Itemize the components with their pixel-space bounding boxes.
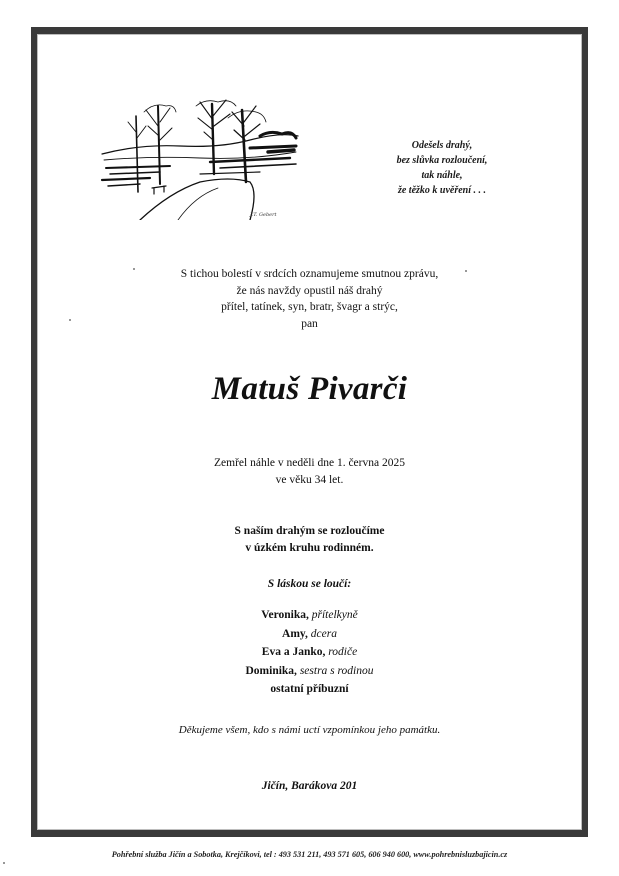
scan-speck xyxy=(3,862,5,864)
death-date-line: Zemřel náhle v neděli dne 1. června 2025 xyxy=(214,457,405,469)
mourner-name: Eva a Janko, xyxy=(261,646,326,658)
mourner-relation: přítelkyně xyxy=(311,609,358,621)
poem-line: že těžko k uvěření . . . xyxy=(397,185,487,196)
funeral-service-footer: Pohřební služba Jičín a Sobotka, Krejčíkovi, tel : 493 531 211, 493 571 605, 606 940 600, www.pohrebnisluzbajicin.cz xyxy=(111,850,508,859)
death-details xyxy=(60,455,559,488)
scan-speck xyxy=(69,319,71,321)
death-age-line: ve věku 34 let. xyxy=(275,473,344,486)
mourner-relation: sestra s rodinou xyxy=(299,664,374,677)
announcement-intro xyxy=(60,266,559,332)
mourner-entry xyxy=(60,662,559,681)
deceased-name: Matuš Pivarči xyxy=(211,371,408,407)
poem-line: tak náhle, xyxy=(421,170,463,181)
mourner-entry xyxy=(60,643,559,662)
scan-speck xyxy=(133,268,135,270)
thanks-note: Děkujeme všem, kdo s námi uctí vzpomínkou jeho památku. xyxy=(178,724,441,736)
intro-line: přítel, tatínek, syn, bratr, švagr a strýc, xyxy=(221,301,398,313)
scan-speck xyxy=(465,270,467,272)
sketch-signature: J.T. Gebert xyxy=(250,212,277,218)
mourners-list xyxy=(60,606,559,699)
intro-line: S tichou bolestí v srdcích oznamujeme smutnou zprávu, xyxy=(180,268,439,280)
mourners-heading: S láskou se loučí: xyxy=(267,578,352,590)
poem xyxy=(372,138,512,198)
mourner-name: ostatní příbuzní xyxy=(270,683,349,695)
mourner-entry xyxy=(60,606,559,625)
farewell-line: v úzkém kruhu rodinném. xyxy=(245,542,374,554)
landscape-sketch-illustration xyxy=(100,96,300,220)
mourner-entry xyxy=(60,625,559,644)
farewell-notice xyxy=(60,523,559,557)
intro-line: pan xyxy=(301,317,318,330)
mourner-name: Dominika, xyxy=(245,664,297,677)
farewell-line: S naším drahým se rozloučíme xyxy=(234,525,385,537)
poem-line: bez slůvka rozloučení, xyxy=(396,155,488,166)
poem-line: Odešels drahý, xyxy=(411,140,473,151)
mourner-name: Veronika, xyxy=(261,609,309,621)
mourner-entry xyxy=(60,680,559,699)
mourner-relation: rodiče xyxy=(328,646,358,658)
mourner-name: Amy, xyxy=(282,627,308,640)
intro-line: že nás navždy opustil náš drahý xyxy=(236,284,383,297)
mourner-relation: dcera xyxy=(310,627,337,640)
place-address: Jičín, Barákova 201 xyxy=(261,780,358,792)
